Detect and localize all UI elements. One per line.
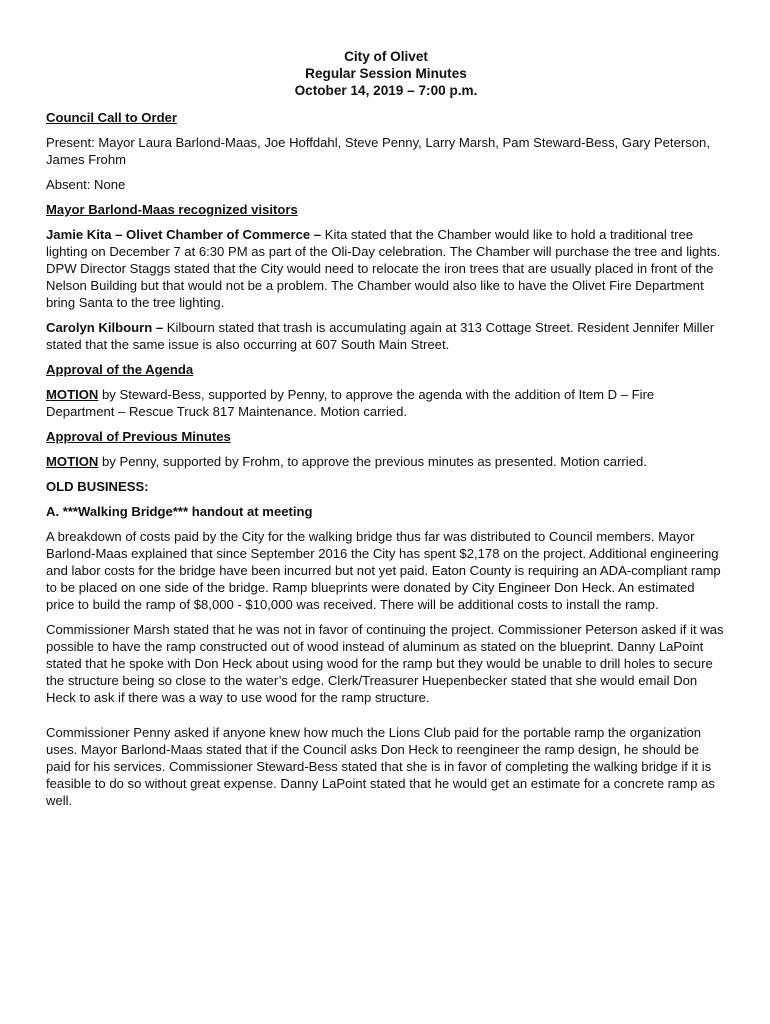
title-city: City of Olivet: [344, 49, 428, 64]
motion-text: by Penny, supported by Frohm, to approve the previous minutes as presented. Motion carried.: [98, 454, 647, 469]
walking-bridge-paragraph: Commissioner Penny asked if anyone knew how much the Lions Club paid for the portable ramp the organization uses. Mayor Barlond-Maas stated that if the Council asks Don Heck to reengineer the ramp design, he should be paid for his services. Commissioner Steward-Bess stated that she is in favor of completing the walking bridge if it is feasible to do so without great expense. Danny LaPoint stated that he would get an estimate for a concrete ramp as well.: [46, 725, 715, 808]
title-date: October 14, 2019 – 7:00 p.m.: [294, 83, 478, 98]
walking-bridge-paragraph: Commissioner Marsh stated that he was not in favor of continuing the project. Commissioner Peterson asked if it was possible to have the ramp constructed out of wood instead of aluminum as stated on the blueprint. Danny LaPoint stated that he spoke with Don Heck about using wood for the ramp but they would be unable to drill holes to secure the structure being so close to the water’s edge. Clerk/Treasurer Huepenbecker stated that she would email Don Heck to ask if there was a way to use wood for the ramp structure.: [46, 622, 724, 705]
visitor-text: Kilbourn stated that trash is accumulating again at 313 Cottage Street. Resident Jennifer Miller stated that the same issue is also occurring at 607 South Main Street.: [46, 320, 715, 352]
visitor-name: Carolyn Kilbourn –: [46, 320, 164, 335]
visitor-paragraph: [46, 319, 726, 353]
absent-list: Absent: None: [46, 177, 126, 192]
heading-call-to-order: Council Call to Order: [46, 110, 177, 125]
walking-bridge-paragraph: A breakdown of costs paid by the City for the walking bridge thus far was distributed to Council members. Mayor Barlond-Maas explained that since September 2016 the City has spent $2,178 on the project. Additional engineering and labor costs for the bridge have been incurred but not yet paid. Eaton County is requiring an ADA-compliant ramp to be placed on one side of the bridge. Ramp blueprints were donated by City Engineer Don Heck. An estimated price to build the ramp of $8,000 - $10,000 was received. There will be additional costs to install the ramp.: [46, 529, 721, 612]
minutes-motion: [46, 453, 726, 470]
motion-label: MOTION: [46, 387, 99, 402]
document-title: [46, 48, 726, 99]
title-session: Regular Session Minutes: [305, 66, 467, 81]
heading-previous-minutes: Approval of Previous Minutes: [46, 429, 231, 444]
heading-agenda: Approval of the Agenda: [46, 362, 194, 377]
heading-old-business: OLD BUSINESS:: [46, 479, 149, 494]
minutes-document: [46, 48, 726, 817]
visitor-paragraph: [46, 226, 726, 311]
visitor-name: Jamie Kita – Olivet Chamber of Commerce –: [46, 227, 322, 242]
present-list: Present: Mayor Laura Barlond-Maas, Joe Hoffdahl, Steve Penny, Larry Marsh, Pam Steward-Bess, Gary Peterson, James Frohm: [46, 135, 710, 167]
visitor-text: Kita stated that the Chamber would like to hold a traditional tree lighting on December 7 at 6:30 PM as part of the Oli-Day celebration. The Chamber will purchase the tree and lights. DPW Director Staggs stated that the City would need to relocate the iron trees that are usually placed in front of the Nelson Building but that would not be a problem. The Chamber would also like to have the Olivet Fire Department bring Santa to the tree lighting.: [46, 227, 721, 310]
motion-label: MOTION: [46, 454, 99, 469]
motion-text: by Steward-Bess, supported by Penny, to approve the agenda with the addition of Item D – Fire Department – Rescue Truck 817 Maintenance. Motion carried.: [46, 387, 655, 419]
agenda-motion: [46, 386, 726, 420]
heading-walking-bridge: A. ***Walking Bridge*** handout at meeting: [46, 504, 313, 519]
heading-visitors: Mayor Barlond-Maas recognized visitors: [46, 202, 298, 217]
